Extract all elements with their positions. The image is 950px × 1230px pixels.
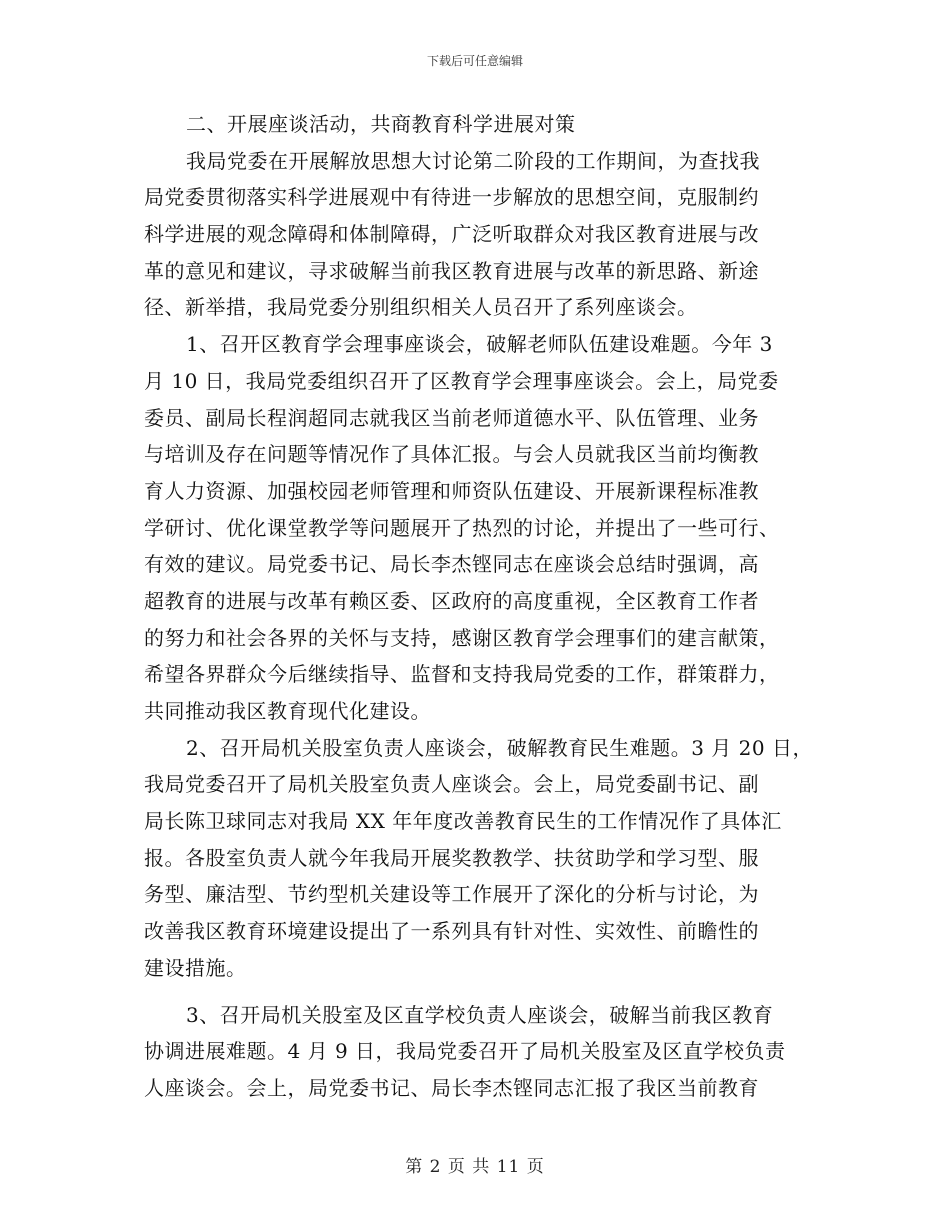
paragraph-line: 3、召开局机关股室及区直学校负责人座谈会，破解当前我区教育 xyxy=(186,1002,774,1027)
paragraph-line: 希望各界群众今后继续指导、监督和支持我局党委的工作，群策群力， xyxy=(144,662,780,687)
paragraph-line: 委员、副局长程润超同志就我区当前老师道德水平、队伍管理、业务 xyxy=(144,405,759,430)
paragraph-line: 科学进展的观念障碍和体制障碍，广泛听取群众对我区教育进展与改 xyxy=(144,222,759,247)
paragraph-line: 协调进展难题。4 月 9 日，我局党委召开了局机关股室及区直学校负责 xyxy=(144,1039,786,1064)
page-header-note: 下载后可任意编辑 xyxy=(426,54,523,68)
paragraph-line: 局党委贯彻落实科学进展观中有待进一步解放的思想空间，克服制约 xyxy=(144,185,759,210)
paragraph-line: 的努力和社会各界的关怀与支持，感谢区教育学会理事们的建言献策， xyxy=(144,625,780,650)
paragraph-line: 我局党委在开展解放思想大讨论第二阶段的工作期间，为查找我 xyxy=(186,148,760,173)
paragraph-line: 径、新举措，我局党委分别组织相关人员召开了系列座谈会。 xyxy=(144,295,698,320)
paragraph-line: 育人力资源、加强校园老师管理和师资队伍建设、开展新课程标准教 xyxy=(144,478,759,503)
paragraph-gap xyxy=(144,987,824,997)
paragraph-line: 局长陈卫球同志对我局 XX 年年度改善教育民生的工作情况作了具体汇 xyxy=(144,809,782,834)
paragraph-line: 有效的建议。局党委书记、局长李杰铿同志在座谈会总结时强调，高 xyxy=(144,552,759,577)
paragraph-line: 报。各股室负责人就今年我局开展奖教教学、扶贫助学和学习型、服 xyxy=(144,845,759,870)
section-heading: 二、开展座谈活动，共商教育科学进展对策 xyxy=(186,112,576,136)
paragraph-line: 改善我区教育环境建设提出了一系列具有针对性、实效性、前瞻性的 xyxy=(144,919,759,944)
paragraph-line: 学研讨、优化课堂教学等问题展开了热烈的讨论，并提出了一些可行、 xyxy=(144,515,780,540)
paragraph-line: 与培训及存在问题等情况作了具体汇报。与会人员就我区当前均衡教 xyxy=(144,442,759,467)
document-body xyxy=(144,106,824,1107)
paragraph-line: 务型、廉洁型、节约型机关建设等工作展开了深化的分析与讨论，为 xyxy=(144,882,759,907)
page-number: 第 2 页 共 11 页 xyxy=(405,1157,545,1177)
paragraph-line: 我局党委召开了局机关股室负责人座谈会。会上，局党委副书记、副 xyxy=(144,772,759,797)
paragraph-line: 建设措施。 xyxy=(144,955,247,980)
paragraph-line: 1、召开区教育学会理事座谈会，破解老师队伍建设难题。今年 3 xyxy=(186,332,773,357)
paragraph-line: 超教育的进展与改革有赖区委、区政府的高度重视，全区教育工作者 xyxy=(144,588,759,613)
paragraph-line: 革的意见和建议，寻求破解当前我区教育进展与改革的新思路、新途 xyxy=(144,258,759,283)
paragraph-line: 月 10 日，我局党委组织召开了区教育学会理事座谈会。会上，局党委 xyxy=(144,368,779,393)
paragraph-line: 共同推动我区教育现代化建设。 xyxy=(144,699,431,723)
paragraph-line: 人座谈会。会上，局党委书记、局长李杰铿同志汇报了我区当前教育 xyxy=(144,1075,759,1100)
paragraph-line: 2、召开局机关股室负责人座谈会，破解教育民生难题。3 月 20 日， xyxy=(186,735,813,760)
